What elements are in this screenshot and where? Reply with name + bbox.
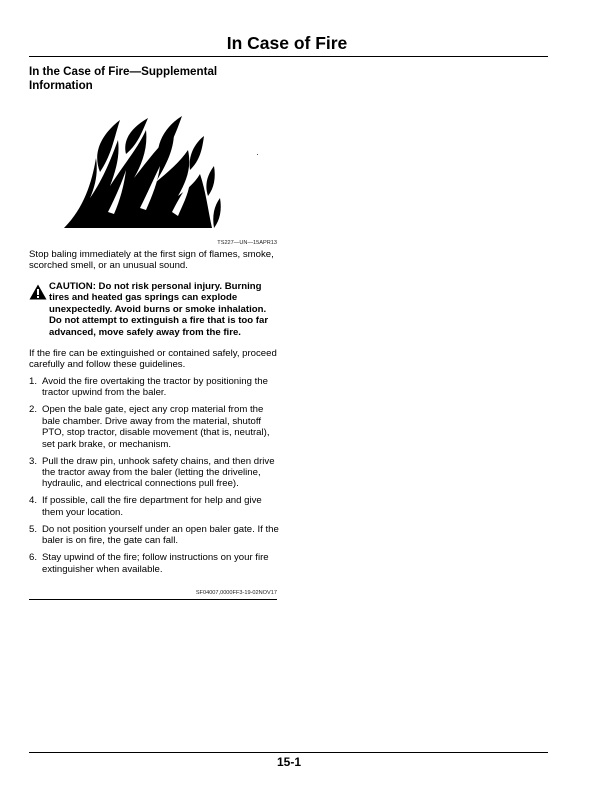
list-item	[29, 552, 281, 575]
section-end-divider	[29, 599, 277, 600]
step-number: 3.	[29, 455, 38, 467]
section-heading: In the Case of Fire—Supplemental Information	[29, 65, 218, 92]
step-text: Stay upwind of the fire; follow instructions on your fire extinguisher when available.	[42, 552, 269, 575]
figure-caption: TS227—UN—15APR13	[217, 240, 277, 246]
fire-flames-icon	[62, 112, 222, 230]
caution-message: CAUTION: Do not risk personal injury. Burning tires and heated gas springs can explode unexpectedly. Avoid burns or smoke inhalation. Do not attempt to extinguish a fire that is too far advanced, move safely away from the fire.	[49, 281, 269, 338]
list-item	[29, 376, 281, 399]
step-number: 5.	[29, 523, 38, 535]
list-item	[29, 456, 281, 490]
warning-triangle-icon	[29, 284, 47, 300]
intro-paragraph: Stop baling immediately at the first sign of flames, smoke, scorched smell, or an unusual sound.	[29, 249, 274, 272]
page-title: In Case of Fire	[226, 33, 348, 53]
guidelines-list	[29, 376, 281, 581]
page-number: 15-1	[276, 755, 302, 769]
step-text: Do not position yourself under an open baler gate. If the baler is on fire, the gate can fall.	[42, 523, 279, 547]
list-item	[29, 404, 281, 450]
step-text: Open the bale gate, eject any crop material from the bale chamber. Drive away from the material, shutoff PTO, stop tractor, disable movement (that is, neutral), set park brake, or mechanism.	[42, 404, 270, 450]
step-number: 2.	[29, 404, 38, 416]
list-item	[29, 524, 281, 547]
step-text: If possible, call the fire department for help and give them your location.	[42, 495, 262, 518]
guidelines-intro: If the fire can be extinguished or contained safely, proceed carefully and follow these guidelines.	[29, 348, 277, 371]
document-id: SF04007,0000FF3-19-02NOV17	[195, 590, 277, 596]
step-text: Pull the draw pin, unhook safety chains, and then drive the tractor away from the baler (letting the driveline, hydraulic, and electrical connections pull free).	[42, 455, 275, 490]
step-text: Avoid the fire overtaking the tractor by positioning the tractor upwind from the baler.	[42, 376, 268, 399]
stray-mark	[257, 154, 258, 155]
header-divider	[29, 56, 548, 57]
footer-divider	[29, 752, 548, 753]
step-number: 1.	[29, 376, 38, 387]
list-item	[29, 495, 281, 518]
step-number: 4.	[29, 495, 38, 507]
step-number: 6.	[29, 552, 38, 564]
